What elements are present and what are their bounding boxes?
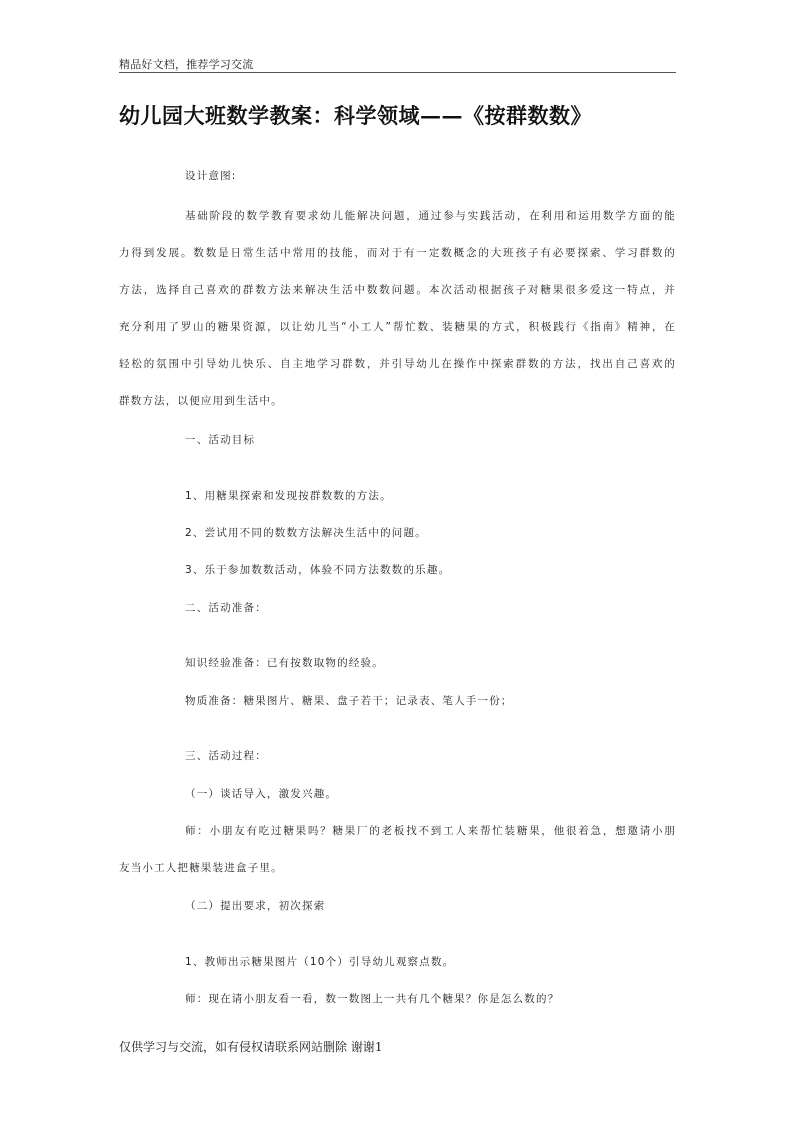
process-step-heading: （一）谈话导入，激发兴趣。 [185, 788, 338, 800]
paragraph-line: 力得到发展。数数是日常生活中常用的技能，而对于有一定数概念的大班孩子有必要探索、学习群数的 [119, 247, 676, 259]
paragraph-line: 师：小朋友有吃过糖果吗？糖果厂的老板找不到工人来帮忙装糖果，他很着急，想邀请小朋 [185, 825, 676, 837]
page-header-text: 精品好文档，推荐学习交流 [119, 58, 254, 71]
design-intent-heading: 设计意图: [185, 170, 237, 182]
paragraph-line: 轻松的氛围中引导幼儿快乐、自主地学习群数，并引导幼儿在操作中探索群数的方法，找出自己喜欢的 [119, 358, 676, 370]
process-item: 1、教师出示糖果图片（10个）引导幼儿观察点数。 [185, 956, 455, 968]
section-heading-process: 三、活动过程： [185, 750, 267, 762]
goal-item: 2、尝试用不同的数数方法解决生活中的问题。 [185, 527, 427, 539]
process-step-heading: （二）提出要求，初次探索 [185, 900, 326, 912]
goal-item: 3、乐于参加数数活动，体验不同方法数数的乐趣。 [185, 564, 451, 576]
paragraph-line: 友当小工人把糖果装进盒子里。 [119, 862, 283, 874]
paragraph-line: 师：现在请小朋友看一看，数一数图上一共有几个糖果？你是怎么数的？ [185, 993, 560, 1005]
preparation-item: 知识经验准备：已有按数取物的经验。 [185, 657, 384, 669]
section-heading-preparation: 二、活动准备： [185, 602, 267, 614]
paragraph-line: 基础阶段的数学教育要求幼儿能解决问题，通过参与实践活动，在利用和运用数学方面的能 [185, 210, 676, 222]
paragraph-line: 群数方法，以便应用到生活中。 [119, 395, 283, 407]
paragraph-line: 充分利用了罗山的糖果资源，以让幼儿当“小工人”帮忙数、装糖果的方式，积极践行《指南》精神，在 [119, 321, 676, 333]
goal-item: 1、用糖果探索和发现按群数数的方法。 [185, 490, 392, 502]
header-divider [119, 72, 676, 73]
preparation-item: 物质准备：糖果图片、糖果、盘子若干；记录表、笔人手一份； [185, 695, 513, 707]
paragraph-line: 方法，选择自己喜欢的群数方法来解决生活中数数问题。本次活动根据孩子对糖果很多爱这一特点，并 [119, 284, 676, 296]
section-heading-goals: 一、活动目标 [185, 434, 256, 446]
page-footer-text: 仅供学习与交流，如有侵权请联系网站删除 谢谢1 [119, 1040, 383, 1054]
document-title: 幼儿园大班数学教案：科学领域——《按群数数》 [119, 103, 592, 128]
